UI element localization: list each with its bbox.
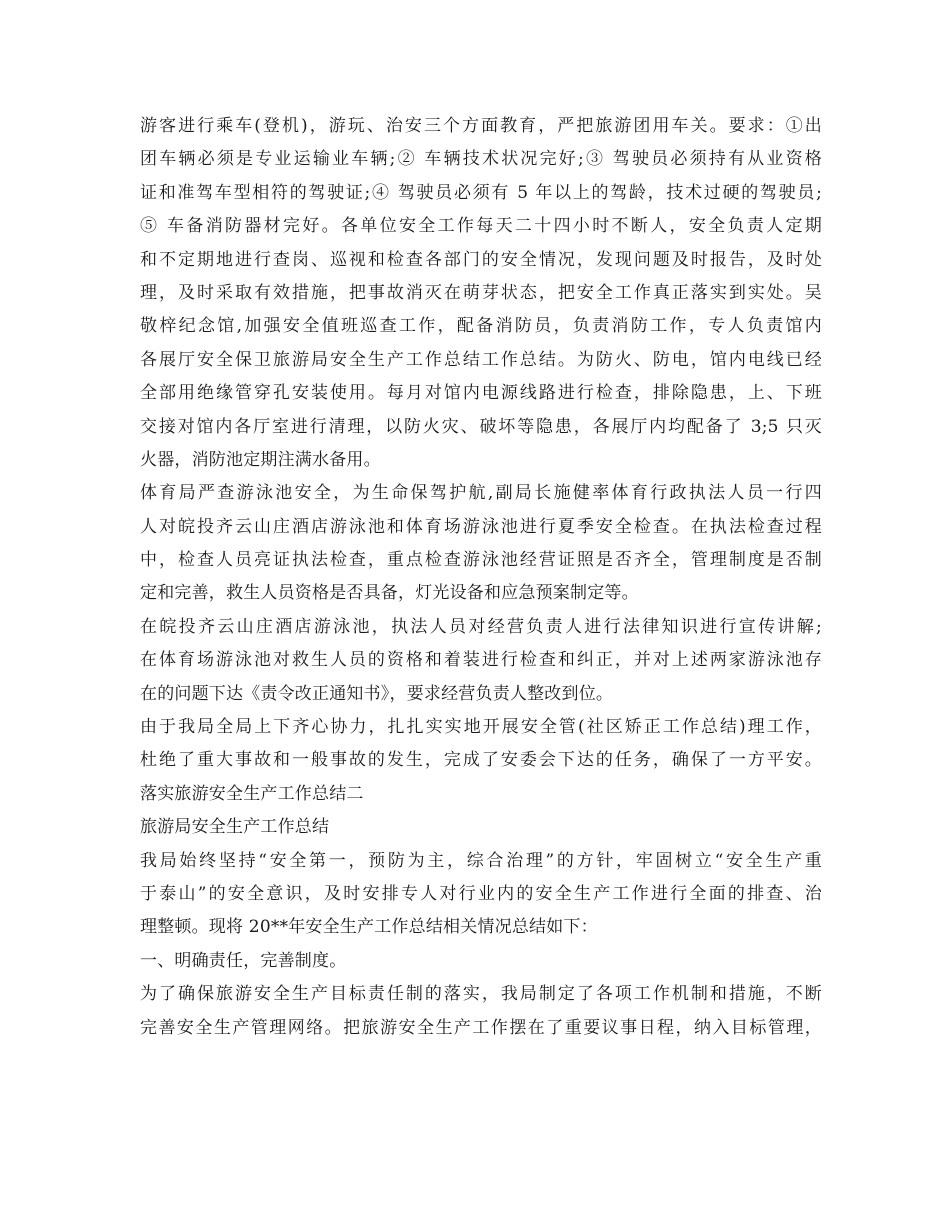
text-line: 证和准驾车型相符的驾驶证;④ 驾驶员必须有 5 年以上的驾龄，技术过硬的驾驶员; (140, 182, 822, 203)
text-line: ⑤ 车备消防器材完好。各单位安全工作每天二十四小时不断人，安全负责人定期 (140, 216, 822, 237)
text-line: 在体育场游泳池对救生人员的资格和着装进行检查和纠正，并对上述两家游泳池存 (140, 650, 822, 671)
text-line: 杜绝了重大事故和一般事故的发生，完成了安委会下达的任务，确保了一方平安。 (140, 750, 822, 771)
text-line: 全部用绝缘管穿孔安装使用。每月对馆内电源线路进行检查，排除隐患，上、下班 (140, 383, 822, 404)
text-line: 团车辆必须是专业运输业车辆;② 车辆技术状况完好;③ 驾驶员必须持有从业资格 (140, 149, 822, 170)
text-line: 我局始终坚持“安全第一，预防为主，综合治理”的方针，牢固树立“安全生产重 (140, 850, 822, 871)
text-line: 体育局严查游泳池安全，为生命保驾护航,副局长施健率体育行政执法人员一行四 (140, 483, 822, 504)
text-line: 落实旅游安全生产工作总结二 (140, 783, 364, 804)
text-line: 中，检查人员亮证执法检查，重点检查游泳池经营证照是否齐全，管理制度是否制 (140, 550, 822, 571)
document-body (140, 110, 822, 1045)
text-line: 为了确保旅游安全生产目标责任制的落实，我局制定了各项工作机制和措施，不断 (140, 984, 822, 1005)
text-line: 完善安全生产管理网络。把旅游安全生产工作摆在了重要议事日程，纳入目标管理， (140, 1017, 822, 1038)
text-line: 理整顿。现将 20**年安全生产工作总结相关情况总结如下： (140, 917, 598, 938)
text-line: 定和完善，救生人员资格是否具备，灯光设备和应急预案制定等。 (140, 583, 639, 604)
text-line: 由于我局全局上下齐心协力，扎扎实实地开展安全管(社区矫正工作总结)理工作， (140, 717, 822, 738)
text-line: 敬梓纪念馆,加强安全值班巡查工作，配备消防员，负责消防工作，专人负责馆内 (140, 316, 822, 337)
text-line: 火器，消防池定期注满水备用。 (140, 449, 381, 470)
text-line: 旅游局安全生产工作总结 (140, 817, 330, 838)
text-line: 人对皖投齐云山庄酒店游泳池和体育场游泳池进行夏季安全检查。在执法检查过程 (140, 516, 822, 537)
text-line: 和不定期地进行查岗、巡视和检查各部门的安全情况，发现问题及时报告，及时处 (140, 249, 822, 270)
text-line: 理，及时采取有效措施，把事故消灭在萌芽状态，把安全工作真正落实到实处。吴 (140, 282, 822, 303)
text-line: 在皖投齐云山庄酒店游泳池，执法人员对经营负责人进行法律知识进行宣传讲解; (140, 616, 822, 637)
text-line: 于泰山”的安全意识，及时安排专人对行业内的安全生产工作进行全面的排查、治 (140, 883, 822, 904)
text-line: 各展厅安全保卫旅游局安全生产工作总结工作总结。为防火、防电，馆内电线已经 (140, 349, 822, 370)
text-line: 游客进行乘车(登机)，游玩、治安三个方面教育，严把旅游团用车关。要求：①出 (140, 116, 822, 136)
text-line: 交接对馆内各厅室进行清理，以防火灾、破坏等隐患，各展厅内均配备了 3;5 只灭 (140, 416, 822, 437)
text-line: 在的问题下达《责令改正通知书》，要求经营负责人整改到位。 (140, 683, 614, 704)
text-line: 一、明确责任，完善制度。 (140, 950, 347, 971)
